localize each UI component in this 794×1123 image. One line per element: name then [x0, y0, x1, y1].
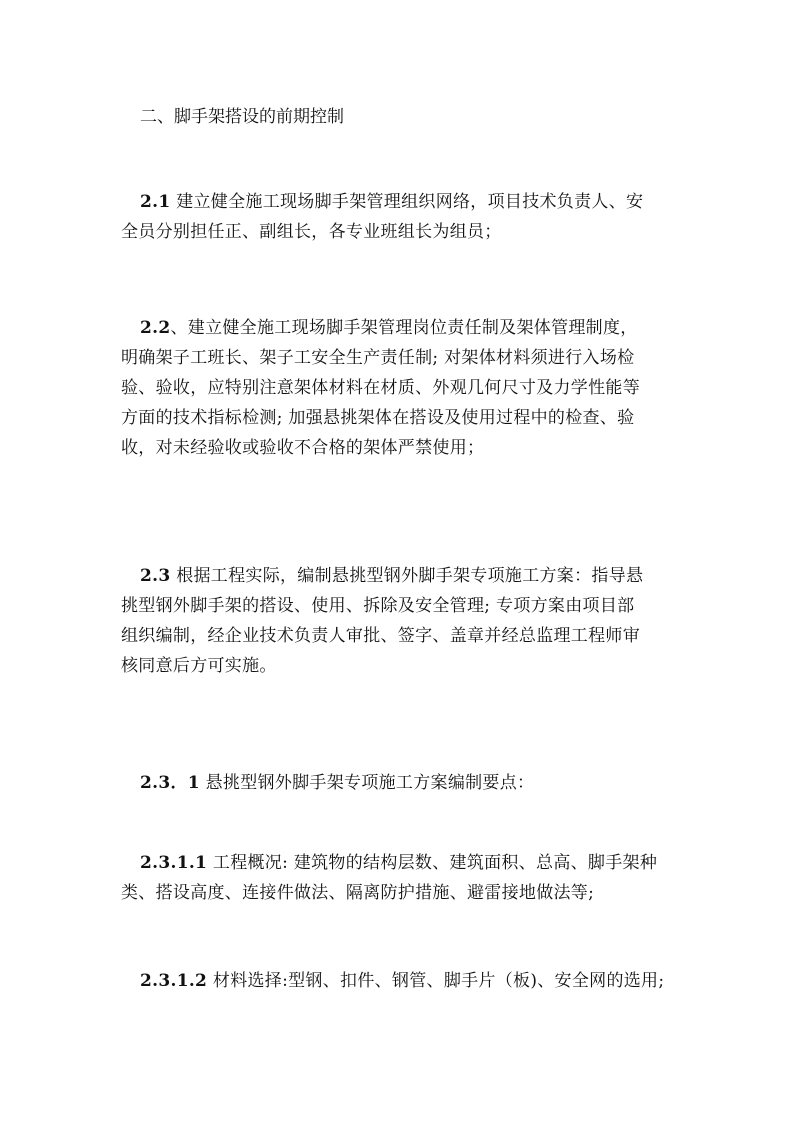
paragraph-2-3-1-2: [121, 966, 676, 996]
paragraph-2-3-1-1: [121, 848, 676, 908]
section-heading: 二、脚手架搭设的前期控制: [140, 107, 344, 127]
line-text: 根据工程实际，编制悬挑型钢外脚手架专项施工方案：指导悬: [176, 566, 644, 586]
line-text: 悬挑型钢外脚手架专项施工方案编制要点：: [205, 773, 535, 793]
paragraph-line: 挑型钢外脚手架的搭设、使用、拆除及安全管理; 专项方案由项目部: [121, 596, 635, 616]
paragraph-2-3: [121, 561, 676, 681]
paragraph-line: [121, 768, 676, 798]
paragraph-line: 类、搭设高度、连接件做法、隔离防护措施、避雷接地做法等;: [121, 883, 595, 903]
paragraph-2-1: [121, 187, 676, 247]
paragraph-line: 收，对未经验收或验收不合格的架体严禁使用；: [121, 438, 485, 458]
paragraph-number: 2.3．1: [140, 773, 200, 793]
paragraph-number: 2.3.1.2: [140, 971, 208, 991]
paragraph-number: 2.3.1.1: [140, 853, 208, 873]
paragraph-line: [121, 848, 676, 878]
paragraph-line: 核同意后方可实施。: [121, 656, 277, 676]
paragraph-line: [121, 313, 676, 343]
paragraph-number: 2.1: [140, 192, 171, 212]
paragraph-line: 组织编制，经企业技术负责人审批、签字、盖章并经总监理工程师审: [121, 626, 640, 646]
line-text: 工程概况: 建筑物的结构层数、建筑面积、总高、脚手架种: [212, 853, 658, 873]
paragraph-2-2: [121, 313, 676, 463]
paragraph-number: 2.2: [140, 318, 171, 338]
paragraph-line: 全员分别担任正、副组长，各专业班组长为组员；: [121, 222, 502, 242]
paragraph-line: [121, 966, 676, 996]
paragraph-2-3-1: [121, 768, 676, 798]
paragraph-line: [121, 561, 676, 591]
line-text: 建立健全施工现场脚手架管理组织网络，项目技术负责人、安: [176, 192, 644, 212]
paragraph-line: 明确架子工班长、架子工安全生产责任制; 对架体材料须进行入场检: [121, 348, 635, 368]
paragraph-line: [121, 187, 676, 217]
paragraph-number: 2.3: [140, 566, 171, 586]
paragraph-line: 验、验收，应特别注意架体材料在材质、外观几何尺寸及力学性能等: [121, 378, 640, 398]
paragraph-line: 方面的技术指标检测; 加强悬挑架体在搭设及使用过程中的检查、验: [121, 408, 635, 428]
line-text: 材料选择:型钢、扣件、钢管、脚手片（板)、安全网的选用;: [212, 971, 665, 991]
line-text: 、建立健全施工现场脚手架管理岗位责任制及架体管理制度，: [170, 318, 638, 338]
